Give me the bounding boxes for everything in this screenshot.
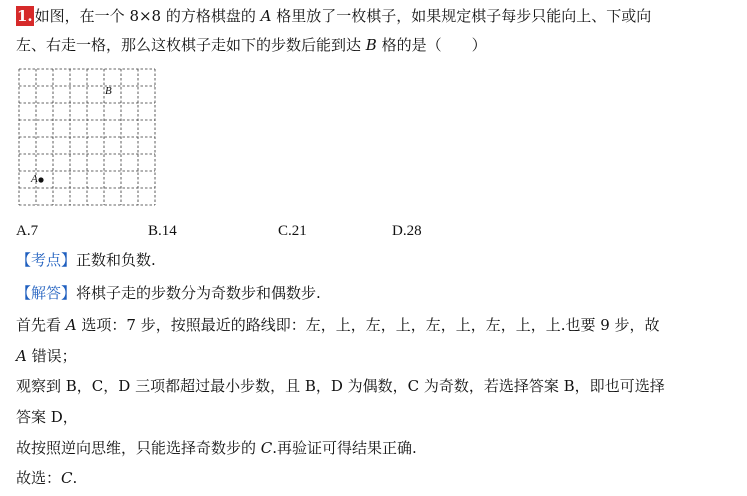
jieda-text: 将棋子走的步数分为奇数步和偶数步. — [76, 284, 321, 302]
kaodian-tag: 【考点】 — [16, 251, 77, 269]
answer-value: C — [61, 469, 73, 487]
chessboard-grid — [19, 69, 155, 205]
answer-period: . — [72, 469, 78, 487]
answer-line — [16, 468, 77, 488]
solution-text-2: 错误； — [26, 347, 77, 365]
solution-text-5a: 故按照逆向思维，只能选择奇数步的 — [16, 439, 261, 457]
solution-option-a-ref-2: A — [16, 347, 27, 365]
question-number: 1. — [17, 7, 33, 25]
question-text-2b: 格的是（ ） — [376, 36, 487, 54]
question-text-1b: 格里放了一枚棋子，如果规定棋子每步只能向上、下或向 — [271, 7, 652, 25]
option-a: A.7 — [16, 223, 39, 239]
board-label-b: B — [105, 85, 112, 97]
solution-line-1 — [16, 315, 660, 335]
solution-text-3: 观察到 B，C，D 三项都超过最小步数，且 B，D 为偶数，C 为奇数，若选择答案 B，即也可选择 — [16, 377, 665, 395]
solution-line-4 — [16, 407, 78, 427]
question-text-2a: 左、右走一格，那么这枚棋子走如下的步数后能到达 — [16, 36, 366, 54]
jieda-tag: 【解答】 — [16, 284, 77, 302]
question-line-2 — [16, 35, 487, 55]
solution-text-5b: .再验证可得结果正确. — [272, 439, 417, 457]
question-text-1a: 如图，在一个 8×8 的方格棋盘的 — [34, 7, 261, 25]
board-label-a: A — [31, 173, 38, 185]
jieda-line — [16, 283, 321, 303]
chessboard-figure — [16, 66, 158, 208]
solution-text-4: 答案 D， — [16, 408, 78, 426]
question-cell-a-ref: A — [260, 7, 272, 25]
solution-line-5 — [16, 438, 417, 458]
solution-line-2 — [16, 346, 77, 366]
option-d: D.28 — [392, 223, 422, 239]
kaodian-line — [16, 250, 156, 270]
answer-label: 故选： — [16, 469, 62, 487]
option-b: B.14 — [148, 223, 177, 239]
kaodian-text: 正数和负数. — [76, 251, 156, 269]
question-cell-b-ref: B — [365, 36, 377, 54]
option-c: C.21 — [278, 223, 307, 239]
question-line-1 — [16, 6, 651, 26]
solution-option-c-ref: C — [260, 439, 273, 457]
chess-piece — [38, 177, 43, 182]
solution-text-1b: 选项：7 步，按照最近的路线即：左，上，左，上，左，上，左，上，上.也要 9 步，故 — [76, 316, 660, 334]
solution-line-3 — [16, 376, 665, 396]
solution-option-a-ref: A — [65, 316, 77, 334]
solution-text-1a: 首先看 — [16, 316, 66, 334]
